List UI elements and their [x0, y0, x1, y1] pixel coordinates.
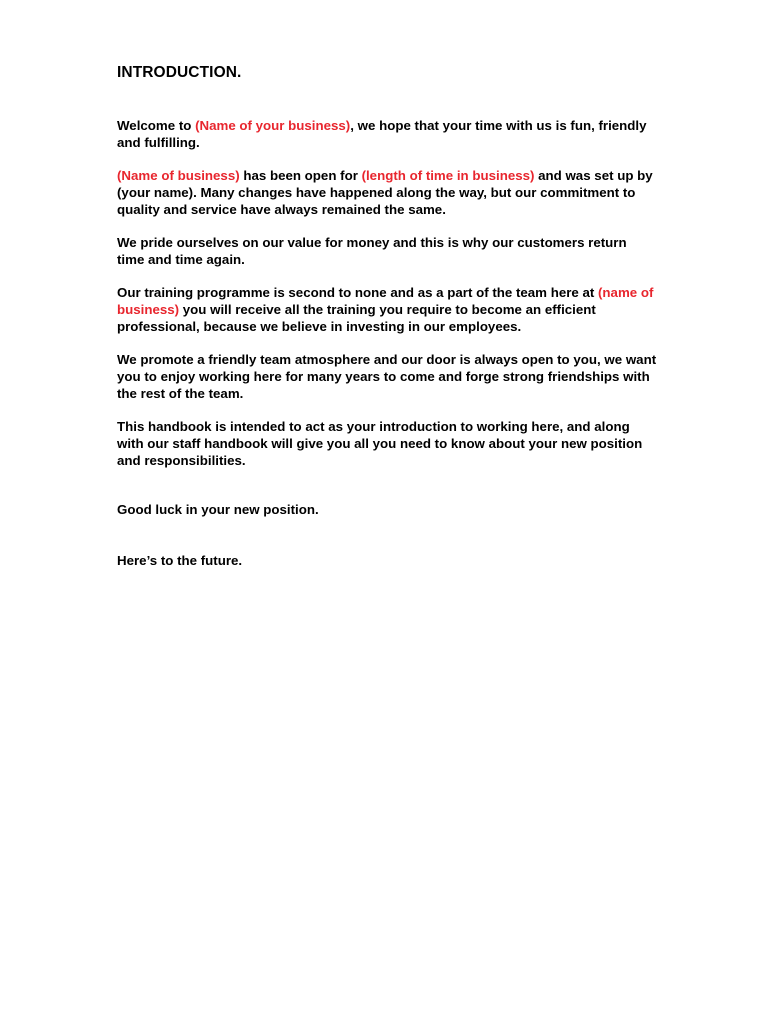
paragraph-text: you will receive all the training you require to become an efficient professional, because we believe in investing in our employees. [117, 302, 596, 334]
paragraph-team: We promote a friendly team atmosphere and our door is always open to you, we want you to enjoy working here for many years to come and forge strong friendships with the rest of the team. [117, 352, 657, 401]
paragraph-value: We pride ourselves on our value for money and this is why our customers return time and time again. [117, 235, 627, 267]
document-heading: INTRODUCTION. [117, 64, 242, 81]
paragraph-training [117, 284, 657, 335]
paragraph-text: , we hope that your time with us is fun, friendly and fulfilling. [117, 118, 647, 150]
paragraph-future: Here’s to the future. [117, 553, 243, 568]
paragraph-welcome [117, 117, 657, 151]
paragraph-text: has been open for [239, 168, 362, 183]
placeholder-time-in-business: (length of time in business) [361, 168, 535, 183]
placeholder-business-name: (name of business) [117, 285, 654, 317]
paragraph-handbook: This handbook is intended to act as your introduction to working here, and along with our staff handbook will give you all you need to know about your new position and responsibilities. [117, 419, 643, 468]
paragraph-text: Our training programme is second to none and as a part of the team here at [117, 285, 598, 300]
document-body [117, 64, 657, 585]
paragraph-good-luck: Good luck in your new position. [117, 502, 319, 517]
paragraph-text: Welcome to [117, 118, 196, 133]
paragraph-text: and was set up by (your name). Many changes have happened along the way, but our commitment to quality and service have always remained the same. [117, 168, 653, 217]
placeholder-business-name: (Name of your business) [195, 118, 351, 133]
paragraph-history [117, 167, 657, 218]
placeholder-business-name: (Name of business) [117, 168, 240, 183]
